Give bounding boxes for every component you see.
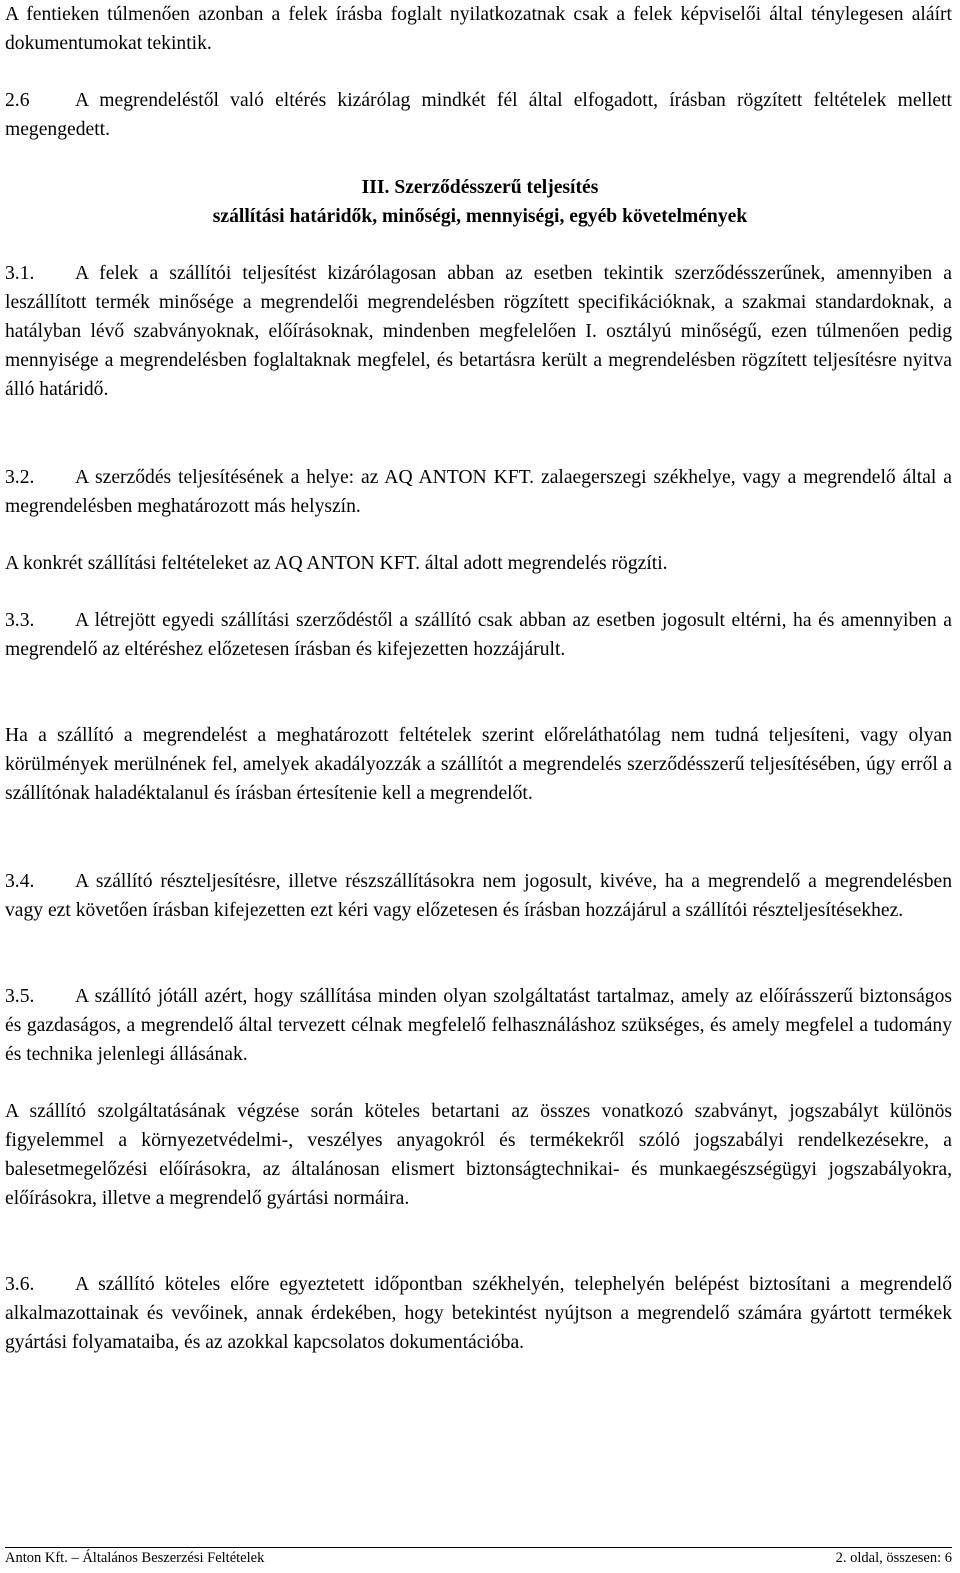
footer-page-number: 2. oldal, összesen: 6 (835, 1550, 952, 1566)
paragraph-number: 3.4. (5, 871, 35, 892)
paragraph-text: A szállító jótáll azért, hogy szállítása minden olyan szolgáltatást tartalmaz, amely az előírásszerű biztonságos és gazdaságos, a megrendelő által tervezett célnak megfelelő felhasználáshoz szükséges, és amely megfelel a tudomány és technika jelenlegi állásának. (5, 986, 952, 1065)
paragraph-text: A felek a szállítói teljesítést kizárólagosan abban az esetben tekintik szerződésszerűnek, amennyiben a leszállított termék minősége a megrendelői megrendelésben rögzített specifikációknak, a szakmai standardoknak, a hatályban lévő szabványoknak, előírásoknak, mindenben megfelelően I. osztályú minőségű, ezen túlmenően pedig mennyisége a megrendelésben foglaltaknak megfelel, és betartásra került a megrendelésben rögzített teljesítésre nyitva álló határidő. (5, 263, 952, 400)
paragraph-number: 3.5. (5, 986, 35, 1007)
paragraph-number: 2.6 (5, 90, 30, 111)
paragraph-text: Ha a szállító a megrendelést a meghatározott feltételek szerint előreláthatólag nem tudná teljesíteni, vagy olyan körülmények merülnének fel, amelyek akadályozzák a szállítót a megrendelés szerződésszerű teljesítésében, úgy erről a szállítónak haladéktalanul és írásban értesítenie kell a megrendelőt. (5, 725, 952, 804)
paragraph-number: 3.6. (5, 1274, 35, 1295)
paragraph-intro (5, 0, 952, 58)
footer-left-text: Anton Kft. – Általános Beszerzési Feltételek (5, 1550, 265, 1566)
paragraph-3-3b (5, 721, 952, 808)
section-title: III. Szerződésszerű teljesítés (361, 177, 599, 198)
paragraph-text: A létrejött egyedi szállítási szerződéstől a szállító csak abban az esetben jogosult eltérni, ha és amennyiben a megrendelő az eltéréshez előzetesen írásban és kifejezetten hozzájárult. (5, 610, 952, 660)
paragraph-3-5 (5, 982, 952, 1069)
paragraph-text: A konkrét szállítási feltételeket az AQ ANTON KFT. által adott megrendelés rögzíti. (5, 553, 668, 574)
paragraph-3-1 (5, 259, 952, 404)
paragraph-text: A megrendeléstől való eltérés kizárólag mindkét fél által elfogadott, írásban rögzített feltételek mellett megengedett. (5, 90, 952, 140)
paragraph-3-2b (5, 549, 952, 578)
paragraph-number: 3.3. (5, 610, 35, 631)
section-subtitle: szállítási határidők, minőségi, mennyiségi, egyéb követelmények (212, 206, 748, 227)
paragraph-text: A fentieken túlmenően azonban a felek írásba foglalt nyilatkozatnak csak a felek képviselői által ténylegesen aláírt dokumentumokat tekintik. (5, 4, 952, 54)
paragraph-number: 3.1. (5, 263, 35, 284)
paragraph-text: A szállító részteljesítésre, illetve részszállításokra nem jogosult, kivéve, ha a megrendelő a megrendelésben vagy ezt követően írásban kifejezetten ezt kéri vagy előzetesen és írásban hozzájárul a szállítói részteljesítésekhez. (5, 871, 952, 921)
paragraph-text: A szállító szolgáltatásának végzése során köteles betartani az összes vonatkozó szabványt, jogszabályt különös figyelemmel a környezetvédelmi-, veszélyes anyagokról és termékekről szóló jogszabályi rendelkezésekre, a balesetmegelőzési előírásokra, az általánosan elismert biztonságtechnikai- és munkaegészségügyi jogszabályokra, előírásokra, illetve a megrendelő gyártási normáira. (5, 1101, 952, 1209)
paragraph-3-2 (5, 463, 952, 521)
paragraph-3-4 (5, 867, 952, 925)
page-footer (5, 1548, 952, 1568)
paragraph-text: A szerződés teljesítésének a helye: az AQ ANTON KFT. zalaegerszegi székhelye, vagy a megrendelő által a megrendelésben meghatározott más helyszín. (5, 467, 952, 517)
paragraph-2-6 (5, 86, 952, 144)
paragraph-3-5b (5, 1097, 952, 1213)
paragraph-text: A szállító köteles előre egyeztetett időpontban székhelyén, telephelyén belépést biztosítani a megrendelő alkalmazottainak és vevőinek, annak érdekében, hogy betekintést nyújtson a megrendelő számára gyártott termékek gyártási folyamataiba, és az azokkal kapcsolatos dokumentációba. (5, 1274, 952, 1353)
paragraph-3-6 (5, 1270, 952, 1357)
paragraph-3-3 (5, 606, 952, 664)
paragraph-number: 3.2. (5, 467, 35, 488)
